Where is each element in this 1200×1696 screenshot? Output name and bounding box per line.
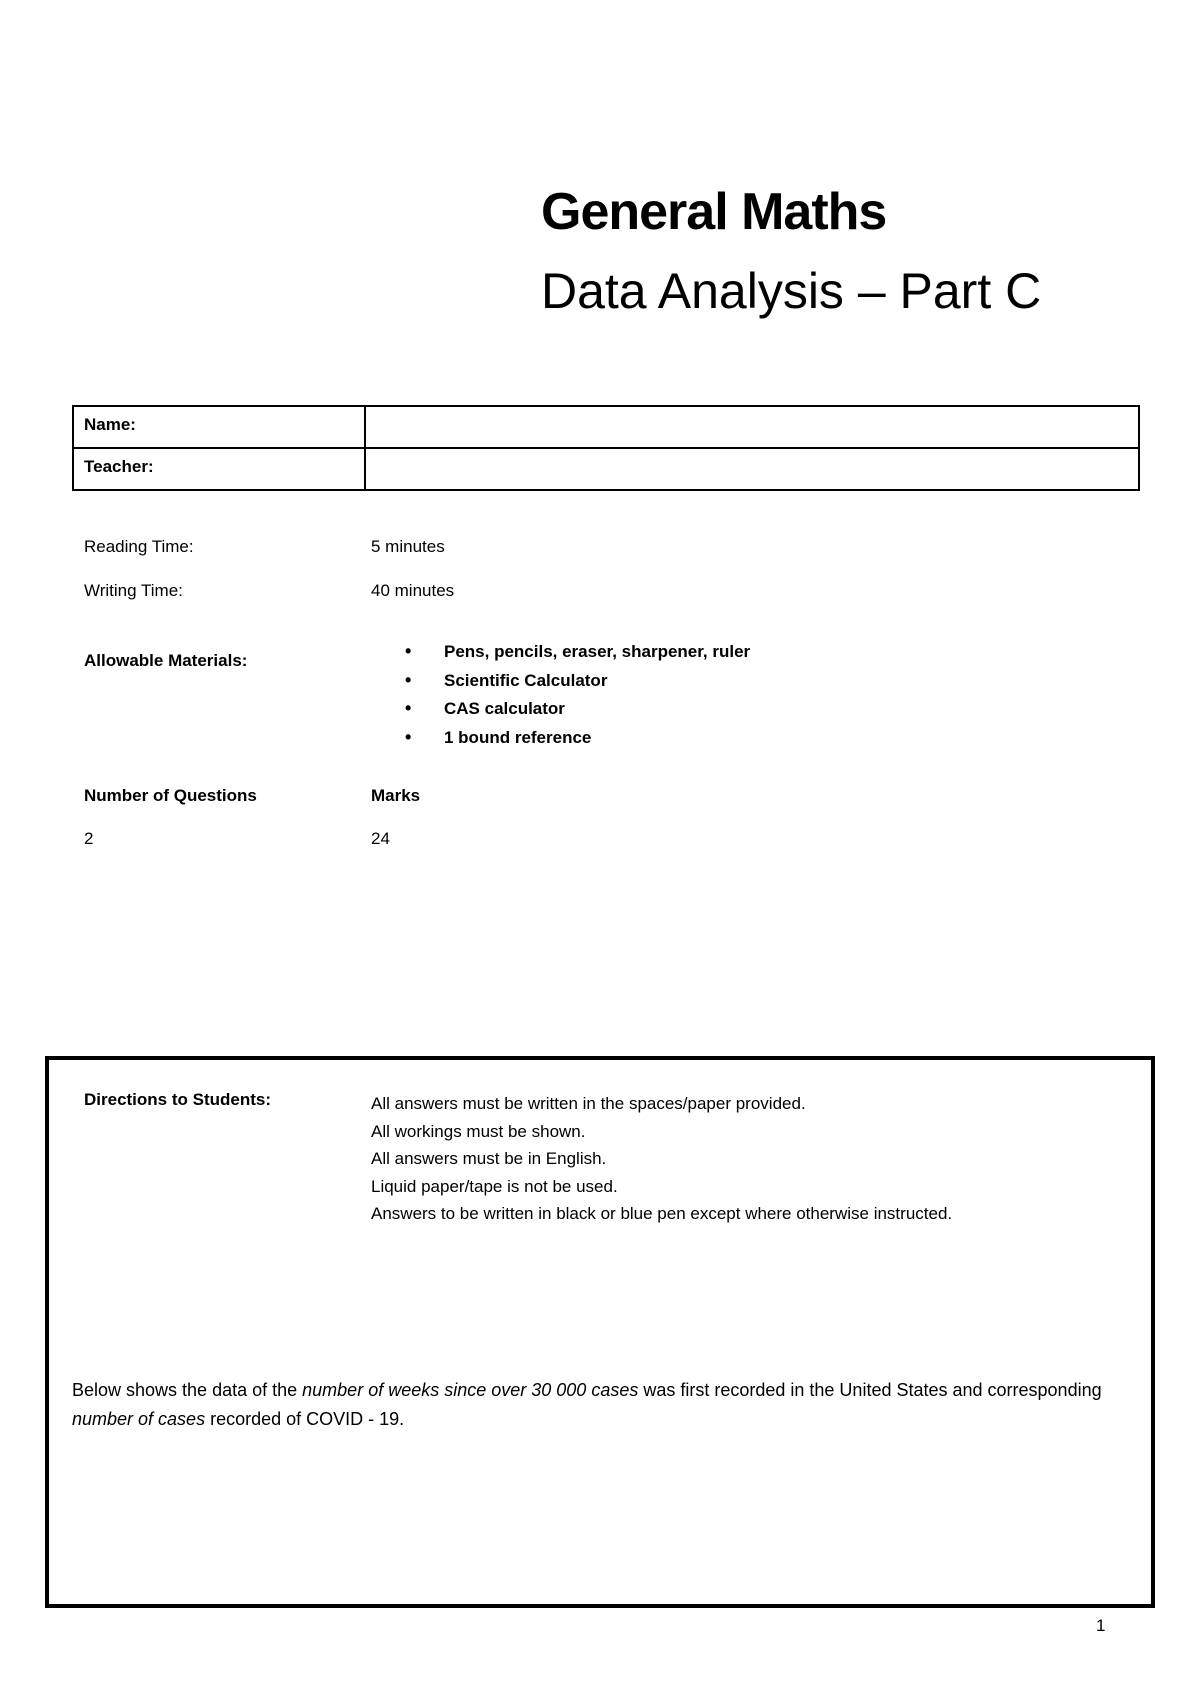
questions-value: 2 xyxy=(84,829,94,848)
marks-value: 24 xyxy=(371,829,390,848)
teacher-field[interactable] xyxy=(365,448,1139,490)
intro-text: was first recorded in the United States and corresponding xyxy=(638,1380,1102,1400)
teacher-label: Teacher: xyxy=(73,448,365,490)
name-field[interactable] xyxy=(365,406,1139,448)
materials-list xyxy=(371,642,750,756)
student-details-table xyxy=(72,405,1140,491)
list-item: Answers to be written in black or blue pen except where otherwise instructed. xyxy=(371,1204,953,1223)
list-item: • CAS calculator xyxy=(371,699,750,728)
reading-time-label: Reading Time: xyxy=(84,537,194,556)
directions-list xyxy=(371,1090,952,1228)
list-item: All answers must be written in the spaces/paper provided. xyxy=(371,1094,806,1113)
intro-emphasis: number of weeks since over 30 000 cases xyxy=(302,1380,639,1400)
intro-emphasis: number of cases xyxy=(72,1409,206,1429)
intro-paragraph xyxy=(72,1376,1112,1434)
page-subtitle: Data Analysis – Part C xyxy=(541,263,1042,319)
marks-label: Marks xyxy=(371,786,421,805)
reading-time-value: 5 minutes xyxy=(371,537,445,556)
page-number: 1 xyxy=(1096,1616,1106,1635)
questions-label: Number of Questions xyxy=(84,786,257,805)
list-item: • Pens, pencils, eraser, sharpener, ruler xyxy=(371,642,750,671)
list-item: • Scientific Calculator xyxy=(371,671,750,700)
intro-text: Below shows the data of the xyxy=(72,1380,303,1400)
directions-label: Directions to Students: xyxy=(84,1090,272,1109)
name-label: Name: xyxy=(73,406,365,448)
writing-time-value: 40 minutes xyxy=(371,581,455,600)
page-title: General Maths xyxy=(541,183,887,241)
table-row xyxy=(73,406,1139,448)
list-item: All answers must be in English. xyxy=(371,1149,607,1168)
intro-text: recorded of COVID - 19. xyxy=(205,1409,405,1429)
materials-label: Allowable Materials: xyxy=(84,651,248,670)
list-item: All workings must be shown. xyxy=(371,1121,586,1141)
list-item: Liquid paper/tape is not be used. xyxy=(371,1176,618,1196)
list-item: • 1 bound reference xyxy=(371,728,750,757)
table-row xyxy=(73,448,1139,490)
writing-time-label: Writing Time: xyxy=(84,581,183,600)
